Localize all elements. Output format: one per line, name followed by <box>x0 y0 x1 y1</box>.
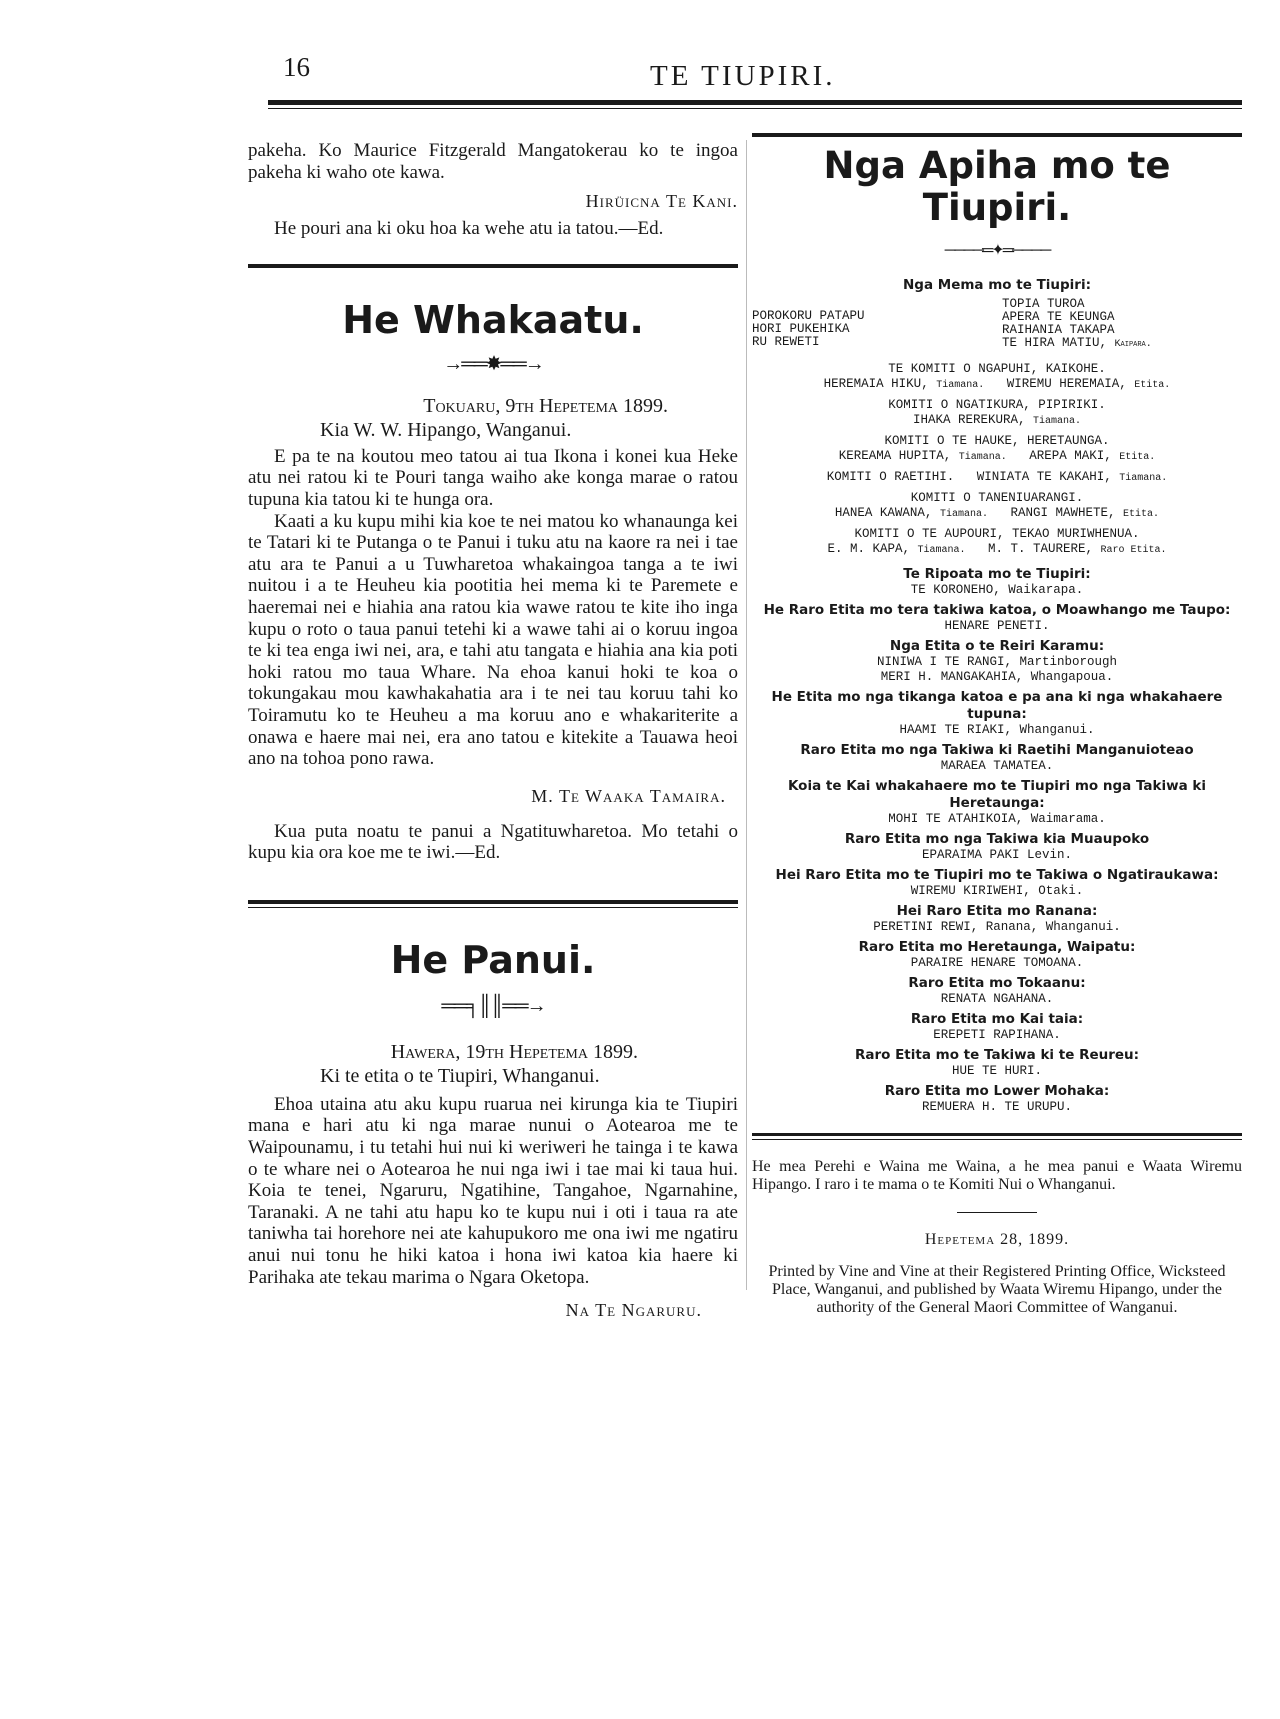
editor-section <box>752 867 1242 899</box>
editor-name: WIREMU KIRIWEHI, Otaki. <box>910 884 1084 898</box>
mema-name: POROKORU PATAPU <box>752 309 865 323</box>
komiti-list <box>752 362 1242 558</box>
whakaatu-paragraph-1: E pa te na koutou meo tatou ai tua Ikona i konei kua Heke atu nei ratou ki te Pouri tanga waiho ake konga marae o ratou tupuna kia tatou ki te hunga ora. <box>248 445 738 510</box>
editor-section-heading: Raro Etita mo Lower Mohaka: <box>884 1083 1110 1099</box>
mema-name: RAIHANIA TAKAPA <box>1002 323 1115 337</box>
footer-date: Hepetema 28, 1899. <box>924 1231 1070 1248</box>
editor-section-heading: He Etita mo nga tikanga katoa e pa ana ki nga whakahaere tupuna: <box>771 689 1223 722</box>
panui-article <box>248 938 738 1321</box>
section-rule-thin <box>248 907 738 908</box>
left-column <box>248 140 738 1321</box>
editor-section <box>752 1083 1242 1115</box>
komiti-name: KOMITI O NGATIKURA, PIPIRIKI. <box>888 398 1106 412</box>
mema-left-column <box>752 310 865 349</box>
editor-section <box>752 638 1242 685</box>
komiti-name: KOMITI O TE AUPOURI, TEKAO MURIWHENUA. <box>854 527 1140 541</box>
mema-name: HORI PUKEHIKA <box>752 322 850 336</box>
editor-section-heading: Te Ripoata mo te Tiupiri: <box>903 566 1091 582</box>
editor-section <box>752 903 1242 935</box>
intro-editor-note: He pouri ana ki oku hoa ka wehe atu ia tatou.—Ed. <box>274 218 664 240</box>
komiti-block <box>752 362 1242 393</box>
editor-section-heading: Raro Etita mo Kai taia: <box>910 1011 1084 1027</box>
intro-signature: Hirüicna Te Kani. <box>585 191 738 212</box>
komiti-block <box>752 470 1242 486</box>
komiti-name: KOMITI O TE HAUKE, HERETAUNGA. <box>884 434 1110 448</box>
mema-list <box>752 298 1242 358</box>
editor-section-heading: Raro Etita mo te Takiwa ki te Reureu: <box>854 1047 1140 1063</box>
komiti-name: TE KOMITI O NGAPUHI, KAIKOHE. <box>888 362 1106 376</box>
editor-name: HENARE PENETI. <box>944 619 1050 633</box>
editor-name: PARAIRE HENARE TOMOANA. <box>910 956 1084 970</box>
editor-section <box>752 778 1242 827</box>
whakaatu-article <box>248 298 738 864</box>
editor-section <box>752 689 1242 738</box>
komiti-officers: HEREMAIA HIKU, Tiamana. WIREMU HEREMAIA, Etita. <box>823 377 1171 391</box>
editor-section-heading: Raro Etita mo nga Takiwa ki Raetihi Manganuioteao <box>800 742 1194 758</box>
editor-section <box>752 1047 1242 1079</box>
intro-text: pakeha. Ko Maurice Fitzgerald Mangatokerau ko te ingoa pakeha ki waho ote kawa. <box>248 140 738 183</box>
editor-name: HAAMI TE RIAKI, Whanganui. <box>899 723 1095 737</box>
editor-section <box>752 975 1242 1007</box>
editor-section-heading: Hei Raro Etita mo te Tiupiri mo te Takiwa o Ngatiraukawa: <box>775 867 1219 883</box>
whakaatu-dateline: Tokuaru, 9th Hepetema 1899. <box>423 394 668 417</box>
komiti-block <box>752 527 1242 558</box>
editor-name: MOHI TE ATAHIKOIA, Waimarama. <box>888 812 1106 826</box>
section-rule <box>248 900 738 904</box>
masthead-title: TE TIUPIRI. <box>650 60 836 92</box>
editor-name: RENATA NGAHANA. <box>940 992 1054 1006</box>
editor-section-heading: Raro Etita mo Tokaanu: <box>908 975 1086 991</box>
komiti-block <box>752 491 1242 522</box>
komiti-officers: HANEA KAWANA, Tiamana. RANGI MAWHETE, Etita. <box>834 506 1160 520</box>
page-number: 16 <box>283 52 310 82</box>
header-rule <box>268 100 1242 105</box>
mema-heading: Nga Mema mo te Tiupiri: <box>902 277 1091 293</box>
editor-name: NINIWA I TE RANGI, Martinborough <box>876 655 1118 669</box>
panui-signature: Na Te Ngaruru. <box>565 1300 702 1321</box>
editor-name: MARAEA TAMATEA. <box>940 759 1054 773</box>
editor-name: PERETINI REWI, Ranana, Whanganui. <box>873 920 1121 934</box>
editor-section <box>752 1011 1242 1043</box>
panui-address: Ki te etita o te Tiupiri, Whanganui. <box>320 1064 600 1087</box>
editor-section <box>752 939 1242 971</box>
whakaatu-address: Kia W. W. Hipango, Wanganui. <box>320 418 572 441</box>
short-rule <box>957 1212 1037 1213</box>
editor-section-heading: Hei Raro Etita mo Ranana: <box>896 903 1098 919</box>
komiti-name: KOMITI O TANENIUARANGI. <box>910 491 1084 505</box>
panui-paragraph: Ehoa utaina atu aku kupu ruarua nei kirunga kia te Tiupiri mana e hari atu ki nga marae nunui o Aotearoa me te Waipounamu, i tu tetahi hui nui ki weriweri he tainga i te kawa o te whare nei o Aotearoa he nui nga iwi i tae mai ki taua hui. Koia te tenei, Ngaruru, Ngatihine, Tangahoe, Ngarnahine, Taranaki. A ne tahi atu hapu ko te kupu nui i oti i taua ra ate taniwha tai horehore nei ate kahupukoro me ona iwi me ngatiru anui nui tonu he hiki katoa i hona iwi katoa kia haere ki Parihaka ate tekau marima o Ngara Oketopa. <box>248 1093 738 1288</box>
intro-article <box>248 140 738 240</box>
komiti-officers: E. M. KAPA, Tiamana. M. T. TAURERE, Raro Etita. <box>827 542 1167 556</box>
komiti-block <box>752 434 1242 465</box>
whakaatu-editor-note: Kua puta noatu te panui a Ngatituwharetoa. Mo tetahi o kupu kia ora koe me te iwi.—Ed. <box>248 820 738 864</box>
panui-dateline: Hawera, 19th Hepetema 1899. <box>390 1040 638 1063</box>
whakaatu-paragraph-2: Kaati a ku kupu mihi kia koe te nei matou ko whanaunga kei te Tatari ki te Putanga o te Panui i tuku atu na kaore ra nei i tae atu ara te Panui a u Tuwharetoa whakaingoa tanga a te iwi nuitou i a te Heuheu kia pootitia hei mema ki te Paremete e haeremai nei e hiahia ana ratou kia wawe ratou te kite iho inga kupu o roto o taua panui tetehi ki a wawe tahi ai o koruu ingoa te ki tea enga iwi nei, ara, e tahi atu tangata e hiahia ana kia poti hoki ratou mo taua Whare. Na ehoa kanui hoki te koa o tokungakau mou kawhakahatia ara i te nei tau koruu tahi ko Toiramutu ko te Heuheu a ma koruu ano e whakariterite a onawa e haere mai nei, era ano tatou e kitekite a Tauawa heoi ano na tohoa pono rawa. <box>248 510 738 770</box>
ornament-divider-icon: →══✸══→ <box>443 352 543 375</box>
footer-rule-thin <box>752 1139 1242 1140</box>
komiti-officers: IHAKA REREKURA, Tiamana. <box>912 413 1082 427</box>
editor-section-heading: Raro Etita mo nga Takiwa kia Muaupoko <box>844 831 1150 847</box>
komiti-officers: KOMITI O RAETIHI. WINIATA TE KAKAHI, Tiamana. <box>826 470 1168 484</box>
mema-right-column <box>1002 298 1152 351</box>
editor-name: REMUERA H. TE URUPU. <box>921 1100 1073 1114</box>
mema-name: RU REWETI <box>752 335 820 349</box>
header-rule-thin <box>268 108 1242 109</box>
mema-name-with-place: TE HIRA MATIU, Kaipara. <box>1002 336 1152 350</box>
right-column-top-rule <box>752 133 1242 137</box>
editor-name: TE KORONEHO, Waikarapa. <box>910 583 1084 597</box>
column-divider <box>746 140 747 1290</box>
editor-sections <box>752 566 1242 1115</box>
panui-heading: He Panui. <box>390 937 596 982</box>
footer-rule <box>752 1133 1242 1136</box>
right-column <box>752 145 1242 1317</box>
footer-note: He mea Perehi e Waina me Waina, a he mea panui e Waata Wiremu Hipango. I raro i te mama o te Komiti Nui o Whanganui. <box>752 1158 1242 1193</box>
section-rule <box>248 264 738 268</box>
ornament-divider-icon: ────═✦═──── <box>944 242 1050 259</box>
printer-imprint: Printed by Vine and Vine at their Registered Printing Office, Wicksteed Place, Wanganui, and published by Waata Wiremu Hipango, under the authority of the General Maori Committee of Wanganui. <box>768 1263 1226 1316</box>
mema-name: TOPIA TUROA <box>1002 297 1085 311</box>
editor-name: HUE TE HURI. <box>951 1064 1042 1078</box>
ornament-divider-icon: ══╕║║══→ <box>441 994 545 1017</box>
editor-section-heading: Nga Etita o te Reiri Karamu: <box>889 638 1105 654</box>
editor-name: MERI H. MANGAKAHIA, Whangapoua. <box>880 670 1114 684</box>
whakaatu-heading: He Whakaatu. <box>342 297 644 342</box>
apiha-heading: Nga Apiha mo te Tiupiri. <box>823 144 1171 229</box>
editor-name: EREPETI RAPIHANA. <box>933 1028 1061 1042</box>
komiti-block <box>752 398 1242 429</box>
editor-section-heading: Raro Etita mo Heretaunga, Waipatu: <box>858 939 1136 955</box>
editor-section <box>752 602 1242 634</box>
editor-section <box>752 566 1242 598</box>
editor-section-heading: He Raro Etita mo tera takiwa katoa, o Moawhango me Taupo: <box>763 602 1231 618</box>
editor-section <box>752 742 1242 774</box>
editor-section <box>752 831 1242 863</box>
editor-section-heading: Koia te Kai whakahaere mo te Tiupiri mo nga Takiwa ki Heretaunga: <box>787 778 1207 811</box>
komiti-officers: KEREAMA HUPITA, Tiamana. AREPA MAKI, Etita. <box>838 449 1156 463</box>
mema-name: APERA TE KEUNGA <box>1002 310 1115 324</box>
editor-name: EPARAIMA PAKI Levin. <box>921 848 1073 862</box>
whakaatu-signature: M. Te Waaka Tamaira. <box>531 785 726 806</box>
